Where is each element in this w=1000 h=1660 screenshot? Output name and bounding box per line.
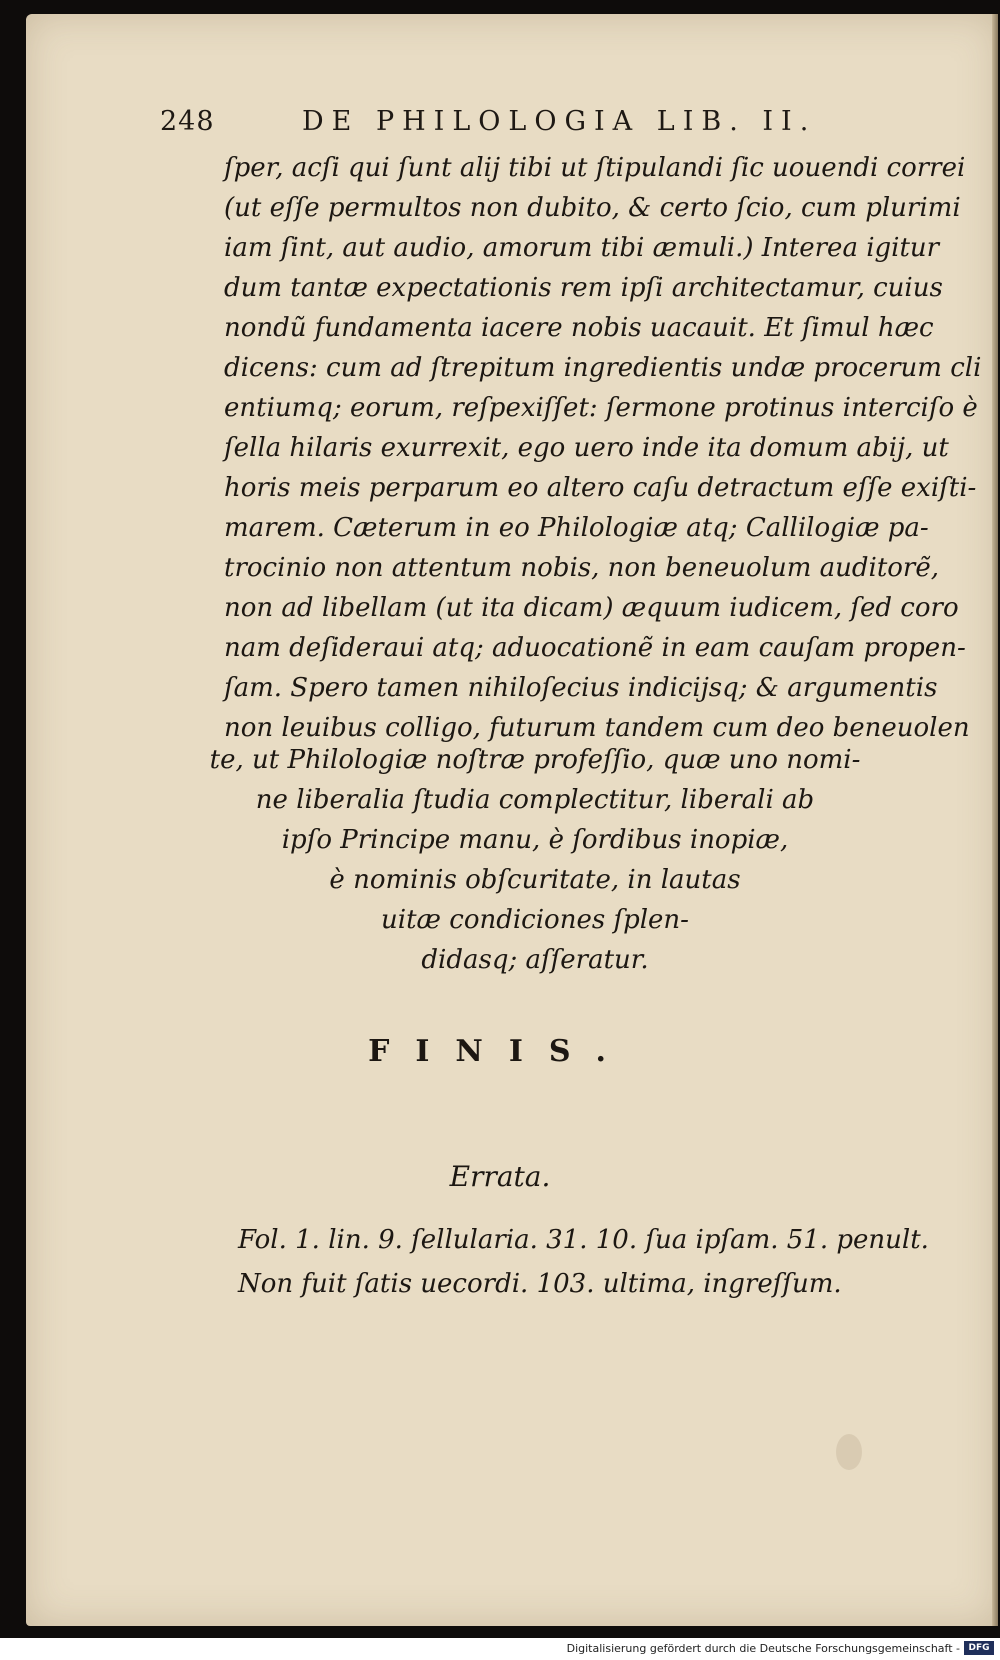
running-head <box>160 106 840 146</box>
paper-stain <box>836 1434 862 1470</box>
text-line: è nominis obſcuritate, in lautas <box>329 865 741 895</box>
errata-line: Non fuit ſatis uecordi. 103. ultima, ingreſſum. <box>238 1269 842 1299</box>
errata-list <box>238 1218 929 1306</box>
text-line: (ut eſſe permultos non dubito, & certo ſcio, cum plurimi <box>224 193 961 223</box>
text-line: nam deſideraui atq; aduocationẽ in eam cauſam propen- <box>224 633 966 663</box>
text-line: trocinio non attentum nobis, non beneuolum auditorẽ, <box>224 553 939 583</box>
text-line: ſam. Spero tamen nihiloſecius indicijsq; & argumentis <box>224 673 938 703</box>
text-line: ſper, acſi qui ſunt alij tibi ut ſtipulandi ſic uouendi correi <box>224 153 966 183</box>
finis-heading: FINIS. <box>368 1034 632 1069</box>
errata-line: Fol. 1. lin. 9. ſellularia. 31. 10. ſua ipſam. 51. penult. <box>238 1225 929 1255</box>
text-line: te, ut Philologiæ noſtræ profeſſio, quæ uno nomi- <box>209 745 861 775</box>
dfg-logo: DFG <box>964 1641 994 1655</box>
text-line: dicens: cum ad ſtrepitum ingredientis undæ procerum cli <box>224 353 982 383</box>
text-line: nondũ fundamenta iacere nobis uacauit. Et ſimul hæc <box>224 313 934 343</box>
running-title: DE PHILOLOGIA LIB. II. <box>302 106 817 137</box>
text-line: entiumq; eorum, reſpexiſſet: ſermone protinus interciſo è <box>224 393 978 423</box>
page-edge <box>992 14 998 1626</box>
tapering-paragraph <box>190 740 880 980</box>
text-line: dum tantæ expectationis rem ipſi architectamur, cuius <box>224 273 943 303</box>
body-text <box>224 148 982 748</box>
text-line: non leuibus colligo, futurum tandem cum deo beneuolen <box>224 713 970 743</box>
text-line: iam ſint, aut audio, amorum tibi æmuli.) Interea igitur <box>224 233 940 263</box>
text-line: ne liberalia ſtudia complectitur, liberali ab <box>255 785 815 815</box>
page-number: 248 <box>160 106 215 137</box>
text-line: didasq; aſſeratur. <box>421 945 649 975</box>
text-line: uitæ condiciones ſplen- <box>381 905 689 935</box>
footer-credit: Digitalisierung gefördert durch die Deutsche Forschungsgemeinschaft - <box>566 1642 960 1655</box>
footer-bar <box>0 1638 1000 1660</box>
text-line: horis meis perparum eo altero caſu detractum eſſe exiſti- <box>224 473 977 503</box>
errata-heading: Errata. <box>449 1160 551 1193</box>
text-line: ſella hilaris exurrexit, ego uero inde ita domum abij, ut <box>224 433 949 463</box>
text-line: non ad libellam (ut ita dicam) æquum iudicem, ſed coro <box>224 593 959 623</box>
text-line: ipſo Principe manu, è ſordibus inopiæ, <box>281 825 789 855</box>
text-line: marem. Cæterum in eo Philologiæ atq; Callilogiæ pa- <box>224 513 929 543</box>
